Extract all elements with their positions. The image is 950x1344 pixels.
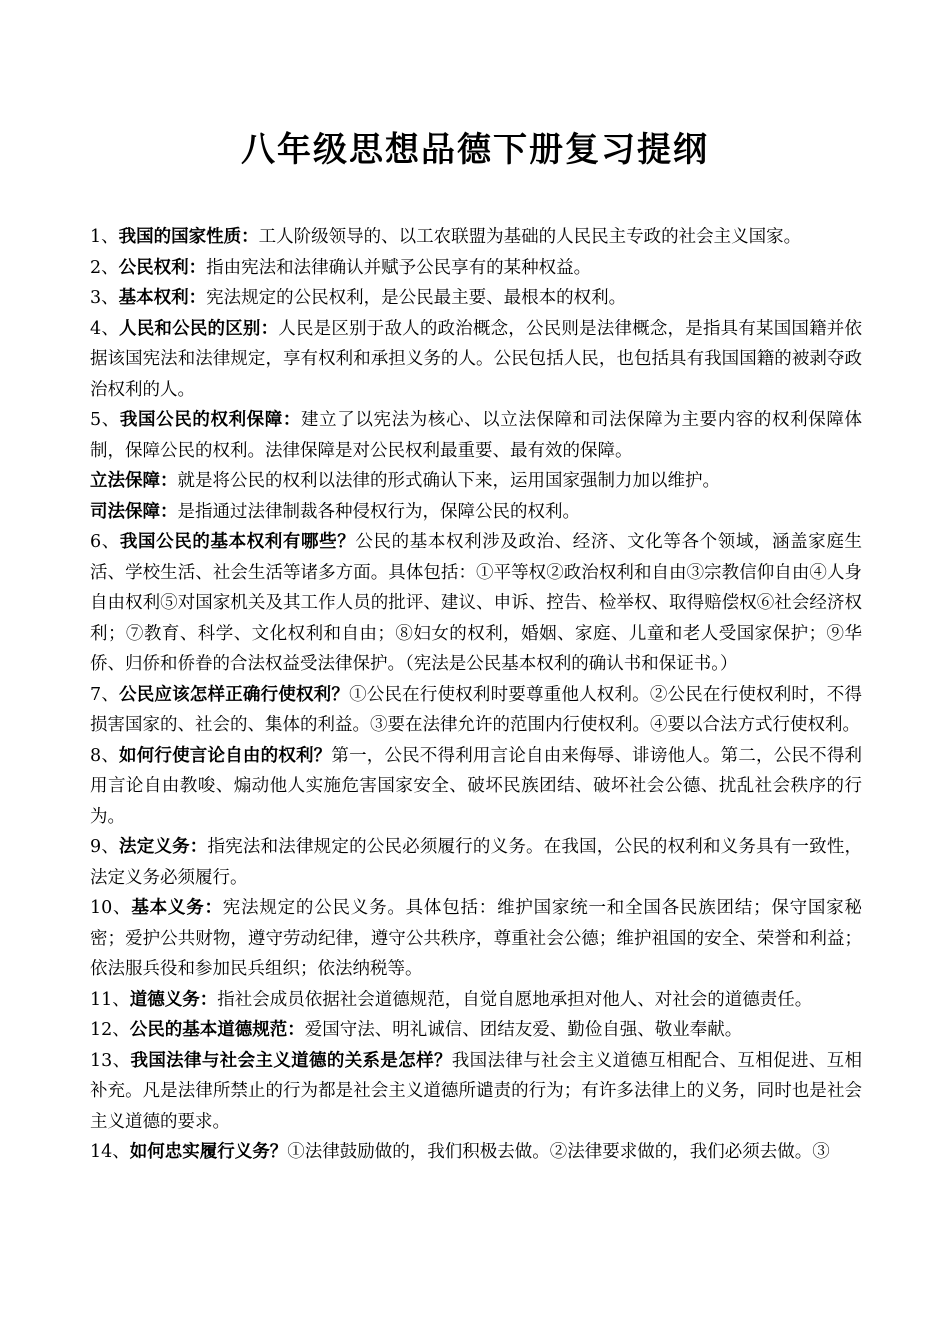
- item-text: 我国法律与社会主义道德互相配合、互相促进、互相补充。凡是法律所禁止的行为都是社会主义道德所谴责的行为；有许多法律上的义务，同时也是社会主义道德的要求。: [90, 1050, 863, 1132]
- item-heading: 立法保障：: [90, 471, 178, 491]
- item-text: 宪法规定的公民义务。具体包括：维护国家统一和全国各民族团结；保守国家秘密；爱护公共财物，遵守劳动纪律，遵守公共秩序，尊重社会公德；维护祖国的安全、荣誉和利益；依法服兵役和参加民兵组织；依法纳税等。: [90, 898, 862, 979]
- item-heading: 我国公民的权利保障：: [119, 410, 302, 430]
- paragraph-legislative-guarantee: [90, 466, 862, 497]
- item-number: 14、: [90, 1142, 130, 1162]
- paragraph-13: [90, 1046, 862, 1138]
- paragraph-1: [90, 222, 862, 253]
- paragraph-8: [90, 741, 862, 833]
- item-heading: 公民权利：: [118, 257, 207, 278]
- item-number: 8、: [90, 745, 120, 766]
- item-heading: 我国公民的基本权利有哪些？: [119, 532, 356, 552]
- item-text: 工人阶级领导的、以工农联盟为基础的人民民主专政的社会主义国家。: [258, 227, 802, 247]
- item-number: 6、: [90, 532, 120, 552]
- item-text: 是指通过法律制裁各种侵权行为，保障公民的权利。: [177, 501, 580, 522]
- paragraph-6: [90, 527, 862, 680]
- item-heading: 我国的国家性质：: [118, 227, 259, 247]
- item-number: 7、: [90, 684, 120, 705]
- item-text: 就是将公民的权利以法律的形式确认下来，运用国家强制力加以维护。: [177, 471, 720, 491]
- item-heading: 如何行使言论自由的权利？: [119, 745, 332, 766]
- paragraph-12: [90, 1015, 862, 1046]
- item-heading: 我国法律与社会主义道德的关系是怎样？: [130, 1050, 452, 1071]
- item-number: 12、: [90, 1020, 130, 1040]
- paragraph-14: [90, 1137, 862, 1168]
- item-text: 宪法规定的公民权利，是公民最主要、最根本的权利。: [206, 288, 627, 308]
- item-heading: 人民和公民的区别：: [119, 318, 279, 339]
- item-text: 爱国守法、明礼诚信、团结友爱、勤俭自强、敬业奉献。: [304, 1020, 743, 1040]
- paragraph-11: [90, 985, 862, 1016]
- item-text: 人民是区别于敌人的政治概念，公民则是法律概念，是指具有某国国籍并依据该国宪法和法律规定，享有权利和承担义务的人。公民包括人民，也包括具有我国国籍的被剥夺政治权利的人。: [90, 318, 862, 400]
- item-number: 2、: [90, 257, 119, 278]
- item-number: 13、: [90, 1050, 131, 1071]
- item-text: 建立了以宪法为核心、以立法保障和司法保障为主要内容的权利保障体制，保障公民的权利。法律保障是对公民权利最重要、最有效的保障。: [90, 410, 862, 461]
- item-text: ①法律鼓励做的，我们积极去做。②法律要求做的，我们必须去做。③: [287, 1142, 830, 1162]
- item-text: 指宪法和法律规定的公民必须履行的义务。在我国，公民的权利和义务具有一致性，法定义务必须履行。: [90, 837, 863, 888]
- item-number: 5、: [90, 410, 120, 430]
- paragraph-7: [90, 680, 862, 741]
- paragraph-2: [90, 253, 862, 284]
- paragraph-5: [90, 405, 862, 466]
- paragraph-10: [90, 893, 862, 985]
- item-heading: 法定义务：: [119, 837, 208, 857]
- outline-body: [90, 222, 862, 1168]
- item-number: 3、: [90, 288, 119, 308]
- paragraph-judicial-guarantee: [90, 497, 862, 528]
- item-number: 9、: [90, 837, 120, 857]
- paragraph-4: [90, 314, 862, 406]
- item-heading: 道德义务：: [129, 989, 218, 1010]
- item-heading: 公民应该怎样正确行使权利？: [119, 684, 350, 705]
- paragraph-9: [90, 832, 862, 893]
- item-heading: 司法保障：: [90, 501, 178, 522]
- item-heading: 如何忠实履行义务？: [129, 1142, 288, 1162]
- item-text: 第一，公民不得利用言论自由来侮辱、诽谤他人。第二，公民不得利用言论自由教唆、煽动他人实施危害国家安全、破坏民族团结、破坏社会公德、扰乱社会秩序的行为。: [90, 745, 863, 827]
- item-number: 10、: [90, 898, 132, 918]
- paragraph-3: [90, 283, 862, 314]
- item-text: ①公民在行使权利时要尊重他人权利。②公民在行使权利时，不得损害国家的、社会的、集体的利益。③要在法律允许的范围内行使权利。④要以合法方式行使权利。: [90, 684, 863, 735]
- item-text: 公民的基本权利涉及政治、经济、文化等各个领域，涵盖家庭生活、学校生活、社会生活等诸多方面。具体包括：①平等权②政治权利和自由③宗教信仰自由④人身自由权利⑤对国家机关及其工作人员的批评、建议、申诉、控告、检举权、取得赔偿权⑥社会经济权利；⑦教育、科学、文化权利和自由；⑧妇女的权利，婚姻、家庭、儿童和老人受国家保护；⑨华侨、归侨和侨眷的合法权益受法律保护。（宪法是公民基本权利的确认书和保证书。）: [90, 532, 863, 674]
- page-title: 八年级思想品德下册复习提纲: [241, 130, 709, 170]
- item-heading: 基本义务：: [131, 898, 223, 918]
- item-text: 指由宪法和法律确认并赋予公民享有的某种权益。: [206, 257, 592, 278]
- item-heading: 基本权利：: [118, 288, 207, 308]
- item-number: 4、: [90, 318, 120, 339]
- item-number: 11、: [90, 989, 130, 1010]
- item-number: 1、: [90, 227, 119, 247]
- item-text: 指社会成员依据社会道德规范，自觉自愿地承担对他人、对社会的道德责任。: [217, 989, 813, 1010]
- item-heading: 公民的基本道德规范：: [129, 1020, 305, 1040]
